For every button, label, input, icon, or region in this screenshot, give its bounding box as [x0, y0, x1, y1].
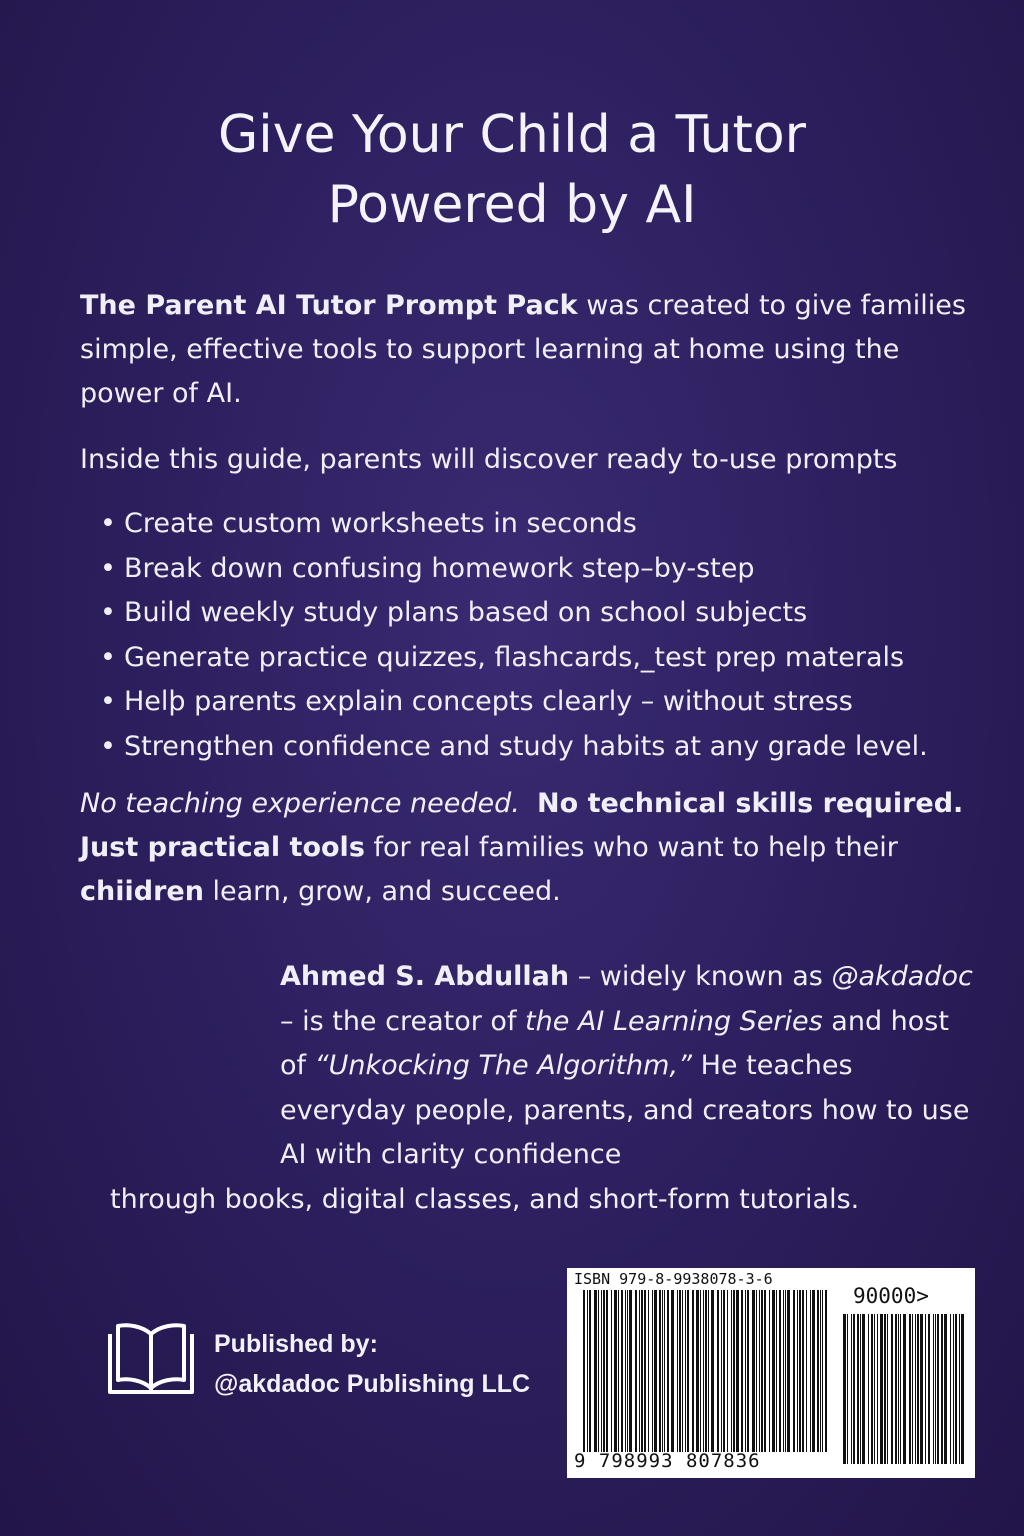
bio-text-1: – widely known as	[569, 961, 832, 992]
author-handle: @akdadoc	[831, 961, 973, 992]
title-line-2: Powered by AI	[327, 175, 697, 235]
closing-paragraph	[80, 782, 990, 914]
list-item: • Helþ parents explain concepts clearly – without stress	[100, 686, 853, 717]
isbn-label: ISBN 979-8-9938078-3-6	[574, 1270, 773, 1288]
intro-paragraph	[80, 284, 990, 416]
open-book-icon	[104, 1314, 198, 1398]
publisher-text	[214, 1324, 530, 1404]
list-item: • Generate practice quizzes, flashcards,_test prep materals	[100, 641, 905, 673]
feature-list	[100, 502, 1000, 769]
bio-text-2: – is the creator of	[280, 1005, 526, 1037]
book-name: The Parent AI Tutor Prompt Pack	[80, 290, 578, 321]
show-name: “Unkocking The Algorithm,”	[314, 1050, 693, 1081]
publisher-block	[104, 1314, 564, 1404]
closing-text-1: for real families who want to help their	[364, 832, 898, 863]
author-name: Ahmed S. Abdullah	[280, 961, 570, 992]
title-line-1: Give Your Child a Tutor	[217, 105, 807, 165]
published-by-label: Published by:	[214, 1330, 378, 1358]
price-code: 90000>	[853, 1284, 929, 1308]
series-name: the AI Learning Series	[525, 1005, 823, 1037]
closing-text-2: learn, grow, and succeed.	[203, 876, 561, 907]
closing-bold-1: No technical skills required.	[537, 788, 964, 819]
isbn-digits: 9 798993 807836	[574, 1450, 761, 1472]
cover-title	[0, 100, 1024, 240]
bio-text-4: He teaches everyday people, parents, and creators how to use AI with clarity confidence	[280, 1050, 970, 1170]
bio-text-3: and host of	[280, 1005, 949, 1081]
inside-guide-text: Inside this guide, parents will discover ready to-use prompts	[80, 444, 898, 475]
bio-last-line: through books, digital classes, and short-form tutorials.	[110, 1184, 860, 1215]
closing-bold-3: chiidren	[80, 876, 204, 907]
isbn-barcode	[567, 1268, 975, 1478]
list-item: • Break down confusing homework step–by-step	[100, 552, 755, 584]
intro-text: was created to give families simple, effective tools to support learning at home using the power of AI.	[80, 290, 966, 409]
list-item: • Create custom worksheets in seconds	[100, 508, 637, 539]
author-bio	[280, 955, 980, 1178]
closing-bold-2: Just practical tools	[80, 832, 365, 863]
publisher-name: @akdadoc Publishing LLC	[214, 1370, 531, 1398]
list-item: • Build weekly study plans based on school subjects	[100, 597, 808, 628]
list-item: • Strengthen confidence and study habits at any grade level.	[100, 730, 928, 762]
closing-italic: No teaching experience needed.	[80, 788, 520, 819]
